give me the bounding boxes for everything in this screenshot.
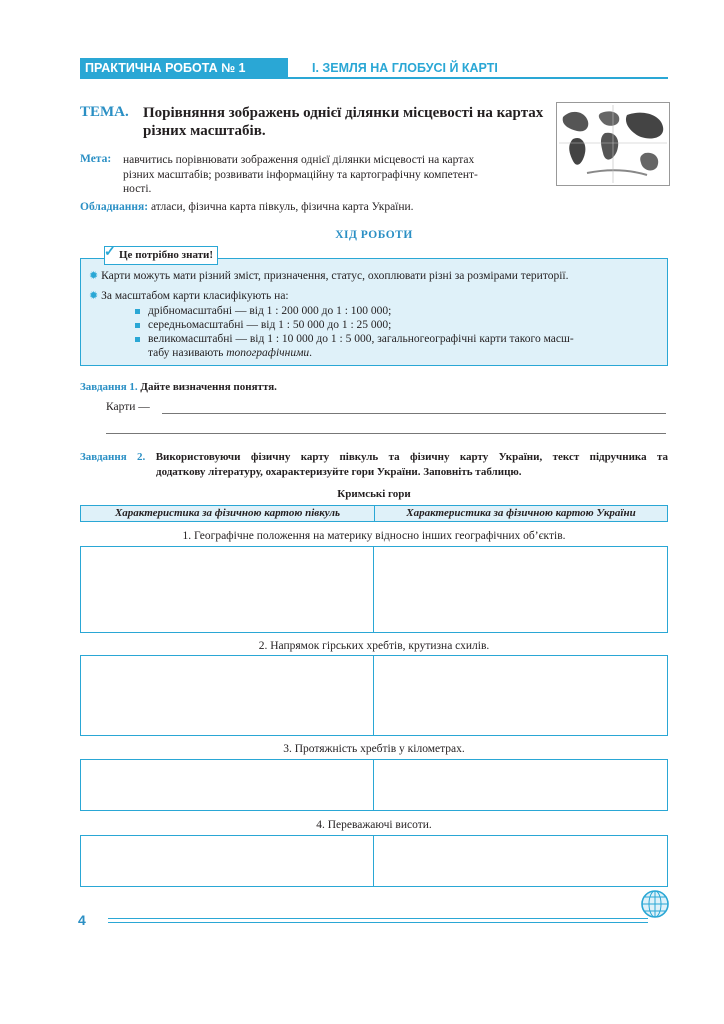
page-number: 4 <box>78 912 86 928</box>
goal-line-1: навчитись порівнювати зображення однієї ділянки місцевості на картах <box>123 154 475 166</box>
table-row-title: 4. Переважаючі висоти. <box>316 819 432 831</box>
table-row-title: 2. Напрямок гірських хребтів, крутизна схилів. <box>258 640 490 652</box>
table-row-title: 3. Протяжність хребтів у кілометрах. <box>283 743 465 755</box>
info-p2-text: За масштабом карти класифікують на: <box>101 290 289 302</box>
map-thumbnail <box>556 102 670 186</box>
info-item-text: середньомасштабні — від 1 : 50 000 до 1 : 25 000; <box>148 319 392 331</box>
table-header-col-2: Характеристика за фізичною картою України <box>406 507 636 519</box>
info-item-emphasis: топографічними <box>226 347 310 359</box>
task-2-heading <box>80 450 668 480</box>
answer-cell[interactable] <box>373 835 668 887</box>
task-1-label: Завдання 1. <box>80 381 138 393</box>
info-paragraph-2 <box>89 289 289 303</box>
info-item-text: . <box>309 347 313 359</box>
info-tag: Це потрібно знати! <box>104 246 218 265</box>
topic-line-2: різних масштабів. <box>143 123 266 139</box>
info-paragraph-1 <box>89 269 568 283</box>
footer-rule <box>108 918 648 919</box>
info-item-text: дрібномасштабні — від 1 : 200 000 до 1 : 100 000; <box>148 305 392 317</box>
answer-line[interactable] <box>162 413 666 414</box>
header-rule <box>80 77 668 79</box>
table-title: Кримські гори <box>337 488 411 500</box>
table-header-row <box>80 505 668 522</box>
square-bullet-icon <box>135 309 140 314</box>
equipment-text: атласи, фізична карта півкуль, фізична карта України. <box>148 201 414 213</box>
info-box <box>80 258 668 366</box>
answer-cell[interactable] <box>373 546 668 633</box>
topic-line-1: Порівняння зображень однієї ділянки місцевості на картах <box>143 105 544 121</box>
topic-text <box>143 104 548 140</box>
section-header: І. ЗЕМЛЯ НА ГЛОБУСІ Й КАРТІ <box>312 61 498 75</box>
info-list-item <box>135 332 574 346</box>
task-2-text: Використовуючи фізичну карту півкуль та фізичну карту України, текст підручника та <box>155 451 669 463</box>
footer-rule <box>108 922 648 923</box>
table-header-col-1: Характеристика за фізичною картою півкуль <box>81 506 375 521</box>
answer-cell[interactable] <box>80 655 374 736</box>
info-item-text: табу називають <box>148 347 227 359</box>
topic-label: ТЕМА. <box>80 104 129 120</box>
task-1-heading <box>80 377 277 395</box>
task-2-line-1 <box>80 450 668 465</box>
square-bullet-icon <box>135 337 140 342</box>
task-2-line-2 <box>80 465 668 480</box>
progress-title: ХІД РОБОТИ <box>335 229 413 241</box>
answer-cell[interactable] <box>80 546 374 633</box>
task-1-text: Дайте визначення поняття. <box>137 381 277 393</box>
practical-work-header: ПРАКТИЧНА РОБОТА № 1 <box>80 58 288 78</box>
globe-icon <box>640 889 670 919</box>
answer-cell[interactable] <box>80 835 374 887</box>
equipment-line <box>80 201 414 213</box>
answer-cell[interactable] <box>373 759 668 811</box>
info-list-item <box>135 304 391 318</box>
answer-cell[interactable] <box>80 759 374 811</box>
gear-bullet-icon: ✹ <box>89 290 99 302</box>
goal-line-2: різних масштабів; розвивати інформаційну та картографічну компетент- <box>123 168 478 181</box>
task-1-term: Карти — <box>106 401 150 413</box>
goal-text <box>123 153 548 197</box>
info-list-item-continuation <box>148 346 312 360</box>
goal-label: Мета: <box>80 153 112 165</box>
square-bullet-icon <box>135 323 140 328</box>
info-list-item <box>135 318 391 332</box>
gear-bullet-icon: ✹ <box>89 270 99 282</box>
equipment-label: Обладнання: <box>80 201 149 213</box>
answer-line[interactable] <box>106 433 666 434</box>
map-thumbnail-icon <box>557 103 669 185</box>
info-p1-text: Карти можуть мати різний зміст, призначення, статус, охоплювати різні за розмірами території. <box>101 270 569 282</box>
goal-line-3: ності. <box>123 183 152 195</box>
answer-cell[interactable] <box>373 655 668 736</box>
info-item-text: великомасштабні — від 1 : 10 000 до 1 : 5 000, загальногеографічні карти такого масш- <box>148 333 574 345</box>
task-2-text: додаткову літературу, охарактеризуйте гори України. Заповніть таблицю. <box>156 466 522 478</box>
table-row-title: 1. Географічне положення на материку відносно інших географічних об’єктів. <box>182 530 566 542</box>
task-2-label: Завдання 2. <box>80 451 146 463</box>
checkmark-icon: ✓ <box>104 245 116 260</box>
